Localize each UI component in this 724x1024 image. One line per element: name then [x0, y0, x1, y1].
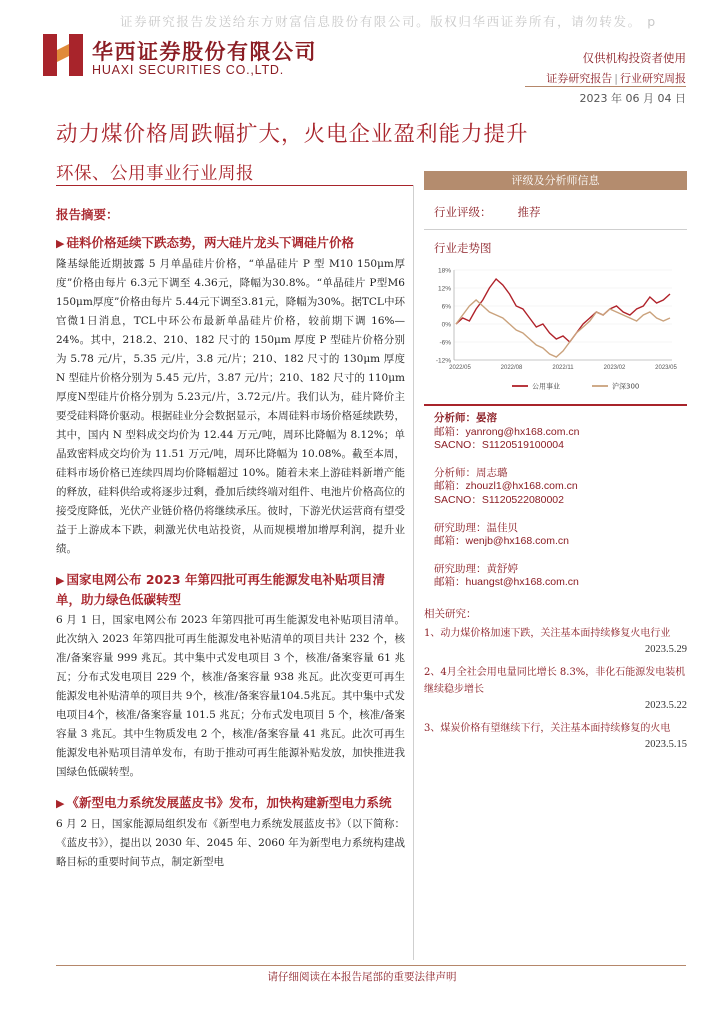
y-tick-label: 0% [441, 321, 451, 329]
summary-label: 报告摘要： [56, 207, 119, 222]
analyst-list [424, 412, 687, 590]
y-tick-label: 12% [437, 285, 451, 293]
triangle-bullet-icon: ▶ [56, 797, 65, 810]
section-body: 6 月 1 日，国家电网公布 2023 年第四批可再生能源发电补贴项目清单。此次纳入 2023 年第四批可再生能源发电补贴清单的项目共计 232 个，核准/备案容量 999 兆瓦。其中集中式发电项目 3 个，核准/备案容量 61 兆瓦；分布式发电项目 229 个，核准/备案容量 938 兆瓦。此次变更可再生能源发电补贴清单的项目共 9个，核准/备案容量104.5兆瓦。其中集中式发电项目4个，核准/备案容量 101.5 兆瓦；分布式发电项目 5 个，核准/备案容量 3 兆瓦。其中生物质发电 2 个，核准/备案容量 41 兆瓦。此次可再生能源发电补贴项目清单发布，有助于推动可再生能源补贴发放，加快推进我国绿色低碳转型。 [56, 614, 405, 778]
report-type: 行业研究周报 [620, 72, 686, 85]
analyst-sac: SACNO：S1120519100004 [434, 439, 564, 452]
analyst-name: 研究助理：温佳贝 [434, 521, 518, 534]
footer-disclaimer: 请仔细阅读在本报告尾部的重要法律声明 [267, 971, 457, 983]
legend-label: 沪深300 [612, 382, 640, 391]
sidebar-header: 评级及分析师信息 [424, 171, 687, 190]
audience-note: 仅供机构投资者使用 [582, 51, 686, 65]
analyst-email: 邮箱：huangst@hx168.com.cn [434, 576, 579, 589]
report-subtitle: 环保、公用事业行业周报 [56, 164, 254, 184]
y-tick-label: 6% [441, 303, 451, 311]
watermark: 证券研究报告发送给东方财富信息股份有限公司。版权归华西证券所有，请勿转发。 p [120, 14, 657, 29]
report-kind: 证券研究报告 [546, 72, 613, 85]
rating-value: 推荐 [517, 205, 541, 219]
analyst-email: 邮箱：zhouzl1@hx168.com.cn [434, 480, 578, 493]
industry-rating [424, 204, 687, 220]
sidebar-divider [424, 229, 687, 230]
x-tick-label: 2022/08 [500, 365, 523, 371]
trend-chart [424, 260, 687, 400]
analyst-name: 研究助理：黄舒婷 [434, 562, 518, 575]
y-tick-label: 18% [437, 267, 451, 275]
section-heading: ▶ 硅料价格延续下跌态势，两大硅片龙头下调硅片价格 [56, 235, 354, 250]
header-divider [525, 86, 686, 87]
x-tick-label: 2023/02 [603, 365, 626, 371]
trend-chart-title: 行业走势图 [434, 241, 492, 255]
company-name-en: HUAXI SECURITIES CO.,LTD. [92, 63, 285, 77]
y-tick-label: -6% [439, 339, 451, 347]
analyst-email: 邮箱：yanrong@hx168.com.cn [434, 425, 580, 438]
triangle-bullet-icon: ▶ [56, 574, 65, 587]
section-body: 隆基绿能近期披露 5 月单晶硅片价格，“单晶硅片 P 型 M10 150μm厚度”价格由每片 6.3元下调至 4.36元，降幅为30.8%。“单晶硅片 P型M6 150μm厚度”价格由每片 5.44元下调至3.81元，降幅为30%。据TCL中环官微1日消息，TCL中环公布最新单晶硅片价格，较前期下调 16%—24%。其中，218.2、210、182 尺寸的 150μm 厚度 P 型硅片价格分别为 5.78 元/片，5.35 元/片，3.8 元/片；210、182 尺寸的 130μm 厚度N 型硅片价格分别为 5.45 元/片，3.87 元/片；210、182 尺寸的 110μm 厚度N型硅片价格分别为 5.23元/片，3.72元/片。我们认为，硅片降价主要受硅料降价驱动。根据硅业分会数据显示，本周硅料市场价格延续跌势，其中，国内 N 型料成交均价为 12.44 万元/吨，周环比降幅为 8.12%；单晶致密料成交均价为 11.51 万元/吨，周环比降幅为 10.08%。截至本周，硅料市场价格已连续四周均价降幅超过 10%。随着未来上游硅料新增产能的释放，硅料供给或将逐步过剩，叠加后续终端对组件、电池片价格高位的接受度降低，光伏产业链价格仍将继续承压。彼时，下游光伏运营商有望受益于上游成本下跌，刺激光伏电站投资，从而规模增加增厚利润，提升业绩。 [56, 258, 405, 555]
column-divider [413, 185, 414, 960]
legend-label: 公用事业 [532, 382, 560, 391]
footer-divider [56, 965, 686, 966]
report-date: 2023 年 06 月 04 日 [579, 92, 686, 105]
report-title: 动力煤价格周跌幅扩大，火电企业盈利能力提升 [56, 122, 529, 147]
related-title: 相关研究： [424, 607, 477, 620]
trend-chart-svg [424, 260, 687, 400]
company-name-cn: 华西证券股份有限公司 [92, 40, 317, 64]
triangle-bullet-icon: ▶ [56, 237, 65, 250]
related-date: 2023.5.22 [645, 699, 687, 711]
related-item[interactable]: 3、煤炭价格有望继续下行，关注基本面持续修复的火电 [424, 722, 671, 734]
x-tick-label: 2022/11 [552, 365, 574, 371]
related-research [424, 606, 687, 753]
section-heading: ▶ 国家电网公布 2023 年第四批可再生能源发电补贴项目清单，助力绿色低碳转型 [56, 572, 385, 607]
section-body: 6 月 2 日，国家能源局组织发布《新型电力系统发展蓝皮书》（以下简称：《蓝皮书》），提出以 2030 年、2045 年、2060 年为新型电力系统构建战略目标的重要时间节点，制定新型电 [56, 818, 405, 868]
section-heading: ▶ 《新型电力系统发展蓝皮书》发布，加快构建新型电力系统 [56, 795, 392, 810]
report-category: 证券研究报告 | 行业研究周报 [546, 72, 686, 85]
summary-column [56, 205, 405, 872]
sidebar [424, 171, 687, 759]
related-item[interactable]: 2、4月全社会用电量同比增长 8.3%，非化石能源发电装机继续稳步增长 [424, 666, 686, 695]
analyst-sac: SACNO：S1120522080002 [434, 493, 564, 506]
analyst-name: 分析师：周志璐 [434, 466, 508, 479]
analyst-email: 邮箱：wenjb@hx168.com.cn [434, 535, 569, 548]
company-logo-icon [43, 34, 83, 76]
x-tick-label: 2023/05 [655, 365, 677, 371]
title-divider [56, 185, 414, 186]
x-tick-label: 2022/05 [449, 365, 471, 371]
related-item[interactable]: 1、动力煤价格加速下跌，关注基本面持续修复火电行业 [424, 627, 671, 639]
related-date: 2023.5.15 [645, 738, 687, 750]
y-tick-label: -12% [435, 357, 451, 365]
analyst-name: 分析师：晏溶 [434, 412, 497, 424]
sidebar-divider-strong [424, 404, 687, 406]
rating-label: 行业评级： [434, 205, 492, 219]
related-date: 2023.5.29 [645, 643, 687, 655]
